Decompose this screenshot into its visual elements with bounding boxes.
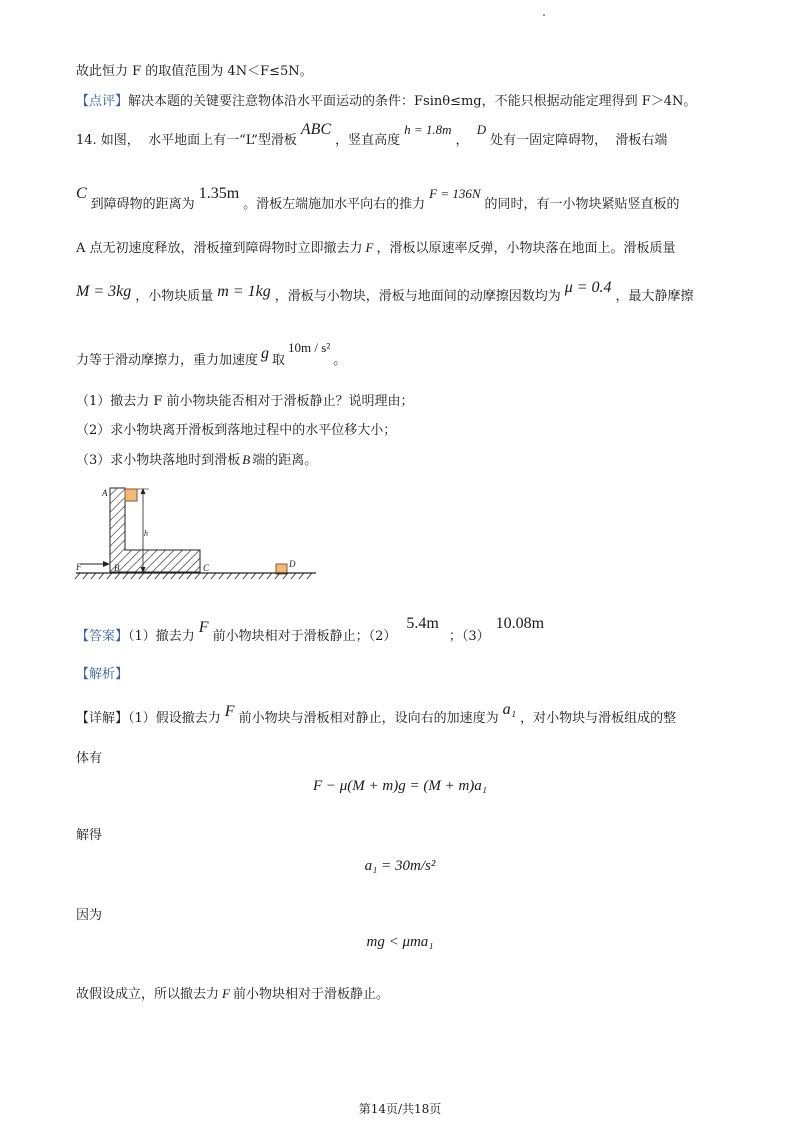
because-label: 因为: [76, 908, 103, 923]
text-line-range: 故此恒力 F 的取值范围为 4N＜F≤5N。: [76, 64, 313, 79]
detail-tag: 【详解】: [76, 711, 129, 726]
subquestion-2: （2）求小物块离开滑板到落地过程中的水平位移大小；: [76, 423, 397, 438]
label-F: F: [76, 562, 82, 572]
problem-line-1: 14. 如图， 水平地面上有一“L”型滑板ABC，竖直高度h = 1.8m， D处有一固定障碍物， 滑板右端: [76, 121, 668, 148]
label-A: A: [102, 488, 108, 498]
label-h: h: [144, 529, 148, 538]
problem-line-4: M = 3kg ，小物块质量 m = 1kg ，滑板与小物块，滑板与地面间的动摩擦因数均为μ = 0.4，最大静摩擦: [76, 279, 694, 304]
solve-label: 解得: [76, 828, 103, 843]
problem-line-5: 力等于滑动摩擦力，重力加速度 g 取10m / s²。: [76, 340, 347, 368]
equation-3: mg < μma₁: [366, 934, 434, 950]
answer-tag: 【答案】: [76, 629, 129, 644]
page-footer: 第14页/共18页: [358, 1102, 442, 1116]
comment-line: 【点评】解决本题的关键要注意物体沿水平面运动的条件：Fsinθ≤mg，不能只根据动能定理得到 F＞4N。: [76, 94, 697, 109]
equation-1: F − μ(M + m)g = (M + m)a₁: [312, 778, 488, 794]
conclusion-line: 故假设成立，所以撤去力 F 前小物块相对于滑板静止。: [76, 986, 389, 1002]
label-B: B: [114, 563, 120, 573]
problem-line-2: C到障碍物的距离为1.35m。滑板左端施加水平向右的推力F = 136N的同时，有一小物块紧贴竖直板的: [76, 185, 680, 212]
comment-tag: 【点评】: [76, 94, 129, 109]
problem-line-3: A 点无初速度释放，滑板撞到障碍物时立即撤去力 F ，滑板以原速率反弹，小物块落在地面上。滑板质量: [76, 240, 676, 256]
detail-line-2: 体有: [76, 751, 103, 766]
problem-figure: [70, 484, 322, 584]
equation-2: a₁ = 30m/s²: [364, 858, 436, 874]
small-block: [125, 489, 137, 501]
analysis-tag: 【解析】: [76, 667, 129, 682]
answer-line: 【答案】（1）撤去力F前小物块相对于滑板静止；（2）5.4m；（3）10.08m: [76, 615, 545, 644]
subquestion-1: （1）撤去力 F 前小物块能否相对于滑板静止？说明理由；: [76, 394, 414, 409]
detail-line-1: 【详解】（1）假设撤去力 F 前小物块与滑板相对静止，设向右的加速度为a₁，对小物块与滑板组成的整: [76, 701, 677, 726]
l-board: [110, 488, 200, 572]
label-D: D: [289, 559, 296, 569]
header-mark: [543, 14, 545, 16]
analysis-tag-line: [76, 665, 128, 685]
subquestion-3: （3）求小物块落地时到滑板 B 端的距离。: [76, 452, 318, 468]
label-C: C: [203, 563, 210, 573]
